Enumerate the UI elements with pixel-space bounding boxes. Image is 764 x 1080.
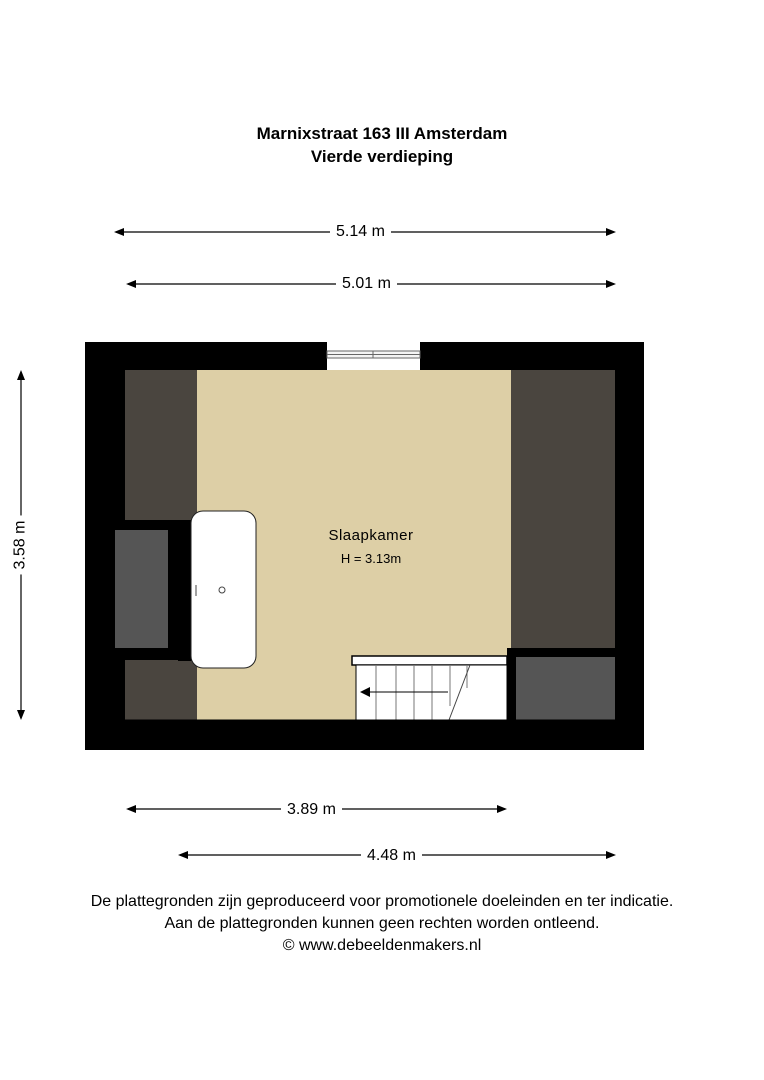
room-name: Slaapkamer <box>328 527 414 544</box>
disclaimer-line-1: De plattegronden zijn geproduceerd voor promotionele doeleinden en ter indicatie. <box>90 893 674 910</box>
floor-title: Vierde verdieping <box>310 147 454 166</box>
dimension-label: 4.48 m <box>361 847 422 865</box>
room-height: H = 3.13m <box>340 551 402 566</box>
disclaimer-line-2: Aan de plattegronden kunnen geen rechten worden ontleend. <box>164 915 600 932</box>
cabinet <box>507 648 615 720</box>
staircase <box>352 656 507 720</box>
address-title: Marnixstraat 163 III Amsterdam <box>256 124 508 143</box>
window <box>327 351 420 358</box>
copyright-link[interactable]: © www.debeeldenmakers.nl <box>282 937 482 954</box>
dimension-label: 3.89 m <box>281 801 342 819</box>
dimension-label: 5.01 m <box>336 275 397 293</box>
dimension-bottom-second <box>178 845 616 865</box>
dimension-bottom-first <box>126 799 507 819</box>
dimension-label: 5.14 m <box>330 223 391 241</box>
dimension-label: 3.58 m <box>11 516 29 575</box>
bathtub <box>178 511 256 668</box>
